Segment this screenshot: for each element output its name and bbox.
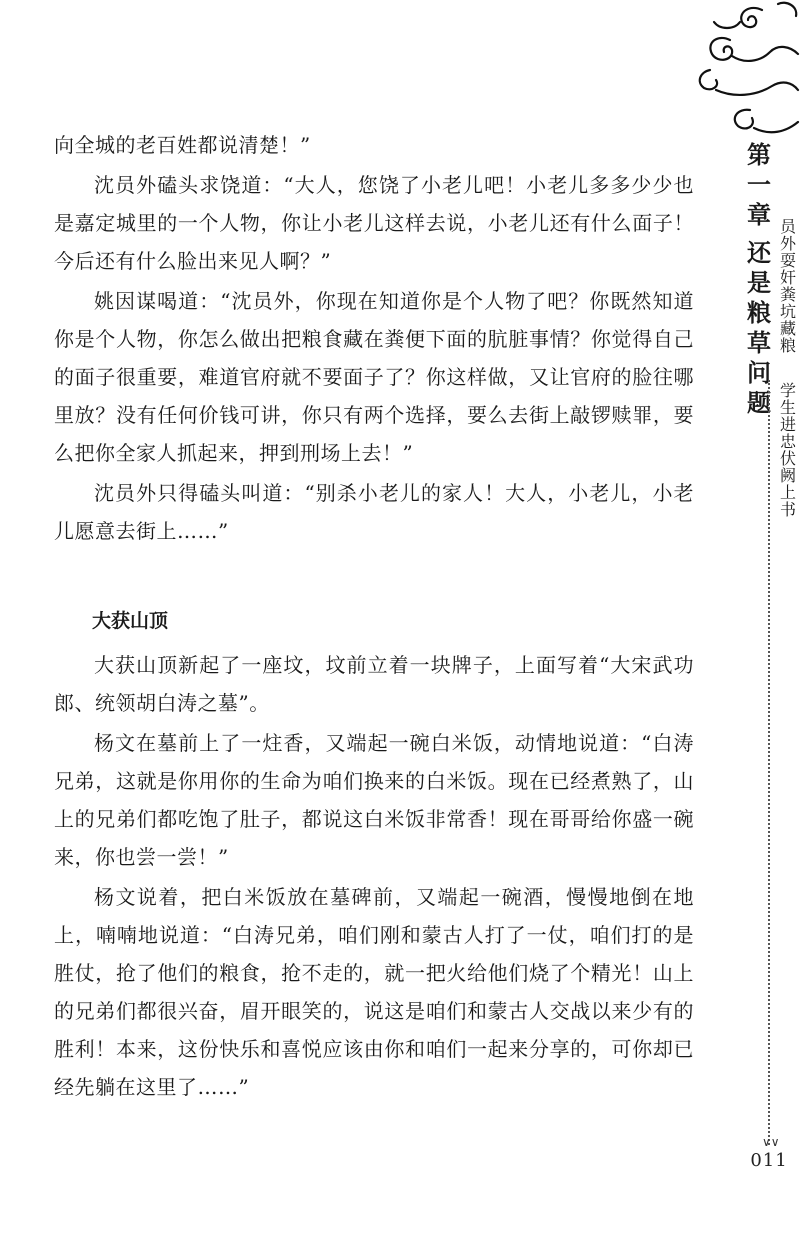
- chapter-title: 还是粮草问题: [747, 239, 771, 417]
- body-text: [54, 126, 694, 1108]
- chapter-subtitle-1: 员外耍奸粪坑藏粮: [779, 217, 796, 355]
- chapter-subtitle-2: 学生进忠伏阙上书: [779, 381, 796, 519]
- paragraph: 沈员外磕头求饶道：“大人，您饶了小老儿吧！小老儿多多少少也是嘉定城里的一个人物，你让小老儿这样去说，小老儿还有什么面子！今后还有什么脸出来见人啊？”: [54, 173, 694, 273]
- paragraph: 大获山顶新起了一座坟，坟前立着一块牌子，上面写着“大宋武功郎、统领胡白涛之墓”。: [54, 653, 694, 715]
- section-heading: 大获山顶: [92, 610, 169, 632]
- paragraph: 向全城的老百姓都说清楚！”: [54, 133, 311, 157]
- sidebar-dotted-divider: [768, 380, 770, 1145]
- paragraph: 杨文在墓前上了一炷香，又端起一碗白米饭，动情地说道：“白涛兄弟，这就是你用你的生命为咱们换来的白米饭。现在已经煮熟了，山上的兄弟们都吃饱了肚子，都说这白米饭非常香！现在哥哥给你盛一碗来，你也尝一尝！”: [54, 731, 694, 869]
- chapter-number: 第一章: [747, 141, 771, 229]
- down-arrow-icon: ∨∨: [762, 1135, 780, 1149]
- cloud-ornament-icon: [690, 0, 800, 170]
- paragraph: 杨文说着，把白米饭放在墓碑前，又端起一碗酒，慢慢地倒在地上，喃喃地说道：“白涛兄弟，咱们刚和蒙古人打了一仗，咱们打的是胜仗，抢了他们的粮食，抢不走的，就一把火给他们烧了个精光！山上的兄弟们都很兴奋，眉开眼笑的，说这是咱们和蒙古人交战以来少有的胜利！本来，这份快乐和喜悦应该由你和咱们一起来分享的，可你却已经先躺在这里了……”: [54, 885, 694, 1099]
- paragraph: 姚因谋喝道：“沈员外，你现在知道你是个人物了吧？你既然知道你是个人物，你怎么做出把粮食藏在粪便下面的肮脏事情？你觉得自己的面子很重要，难道官府就不要面子了？你这样做，又让官府的脸往哪里放？没有任何价钱可讲，你只有两个选择，要么去街上敲锣赎罪，要么把你全家人抓起来，押到刑场上去！”: [54, 289, 694, 465]
- paragraph: 沈员外只得磕头叫道：“别杀小老儿的家人！大人，小老儿，小老儿愿意去街上……”: [54, 481, 694, 543]
- page-number: 011: [750, 1150, 788, 1171]
